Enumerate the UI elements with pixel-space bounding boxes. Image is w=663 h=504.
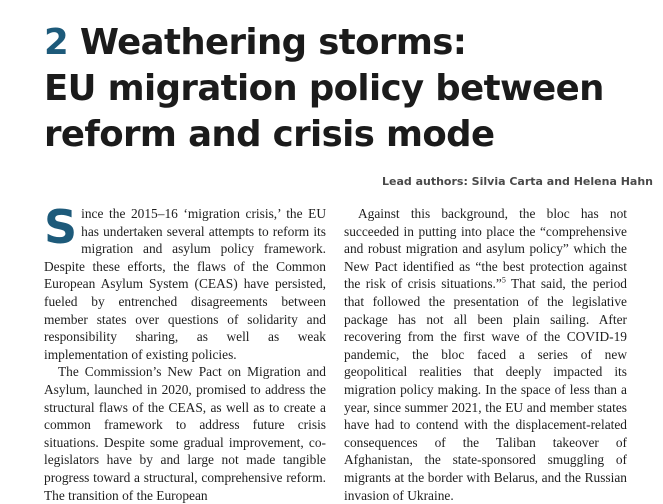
paragraph-1 [44,200,326,363]
title-text-1: Weathering storms: [79,22,467,63]
left-column [44,200,326,504]
chapter-title [44,20,604,158]
title-line-3: reform and crisis mode [44,114,495,155]
drop-cap: S [44,200,78,254]
lead-authors: Lead authors: Silvia Carta and Helena Hahn [381,175,653,188]
title-line-2: EU migration policy between [44,68,604,109]
paragraph-3 [344,205,627,504]
paragraph-2: The Commission’s New Pact on Migration and Asylum, launched in 2020, promised to address the structural flaws of the CEAS, as well as to create a common framework to address future crisis situations. Despite some gradual improvement, co-legislators have by and large not made tangible progress toward a structural, comprehensive reform. The transition of the European [44,364,326,503]
paragraph-3-text-a: Against this background, the bloc has not succeeded in putting into place the “comprehensive and robust migration and asylum policy” which the New Pact identified as “the best protection against the risk of crisis situations.” [344,206,627,292]
paragraph-1-text: ince the 2015–16 ‘migration crisis,’ the EU has undertaken several attempts to reform its migration and asylum policy framework. Despite these efforts, the flaws of the Common European Asylum System (CEAS) have persisted, fueled by entrenched disagreements between member states over questions of solidarity and responsibility sharing, as well as weak implementation of existing policies. [44,206,326,362]
chapter-number: 2 [44,22,69,63]
title-line-1 [44,20,604,66]
paragraph-3-text-b: That said, the period that followed the presentation of the legislative package has not all been plain sailing. After recovering from the first wave of the COVID-19 pandemic, the bloc faced a series of new geopolitical realities that deeply impacted its migration policy making. In the space of less than a year, since summer 2021, the EU and member states have had to contend with the displacement-related consequences of the Taliban takeover of Afghanistan, the state-sponsored smuggling of migrants at the border with Belarus, and the Russian invasion of Ukraine. [344,276,627,503]
footnote-ref[interactable]: 5 [501,275,506,285]
right-column [344,205,627,504]
